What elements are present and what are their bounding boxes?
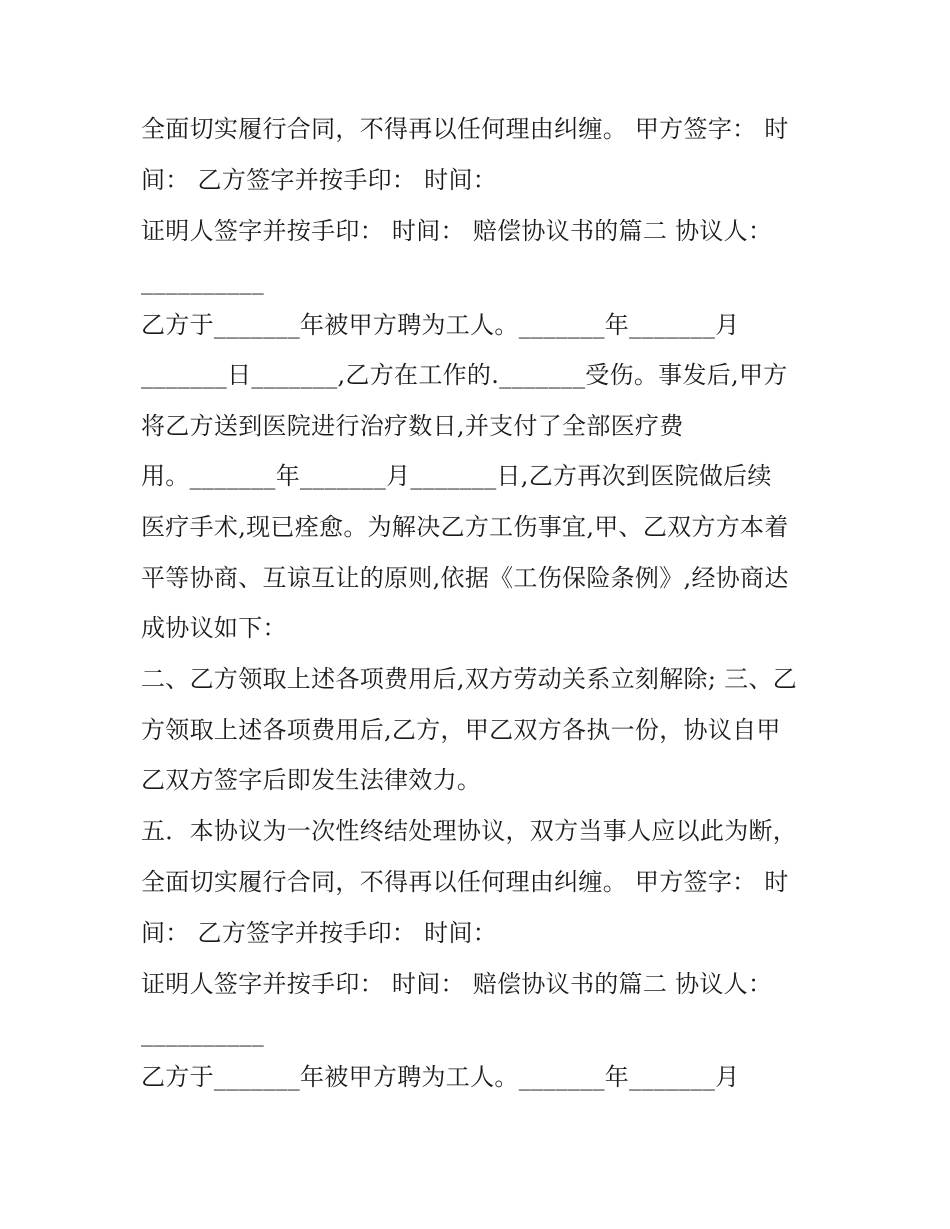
text-line: 乙方于_______年被甲方聘为工人。_______年_______月 (141, 311, 740, 339)
text-line: 成协议如下： (141, 614, 287, 642)
text-line: 乙双方签字后即发生法律效力。 (141, 766, 482, 794)
text-line: 乙方于_______年被甲方聘为工人。_______年_______月 (141, 1063, 740, 1091)
text-line: 用。_______年_______月_______日,乙方再次到医院做后续 (141, 462, 772, 490)
text-line: 间： 乙方签字并按手印： 时间： (141, 919, 498, 947)
text-line: 医疗手术,现已痊愈。为解决乙方工伤事宜,甲、乙双方方本着 (141, 513, 789, 541)
text-line: 平等协商、互谅互让的原则,依据《工伤保险条例》,经协商达 (141, 564, 789, 592)
signature-blank-line: __________ (141, 267, 264, 295)
text-line: 全面切实履行合同，不得再以任何理由纠缠。 甲方签字： 时 (141, 115, 789, 143)
text-line: _______日_______,乙方在工作的._______受伤。事发后,甲方 (141, 361, 788, 389)
text-line: 间： 乙方签字并按手印： 时间： (141, 166, 498, 194)
text-line: 二、乙方领取上述各项费用后,双方劳动关系立刻解除; 三、乙 (141, 665, 798, 693)
text-line: 五．本协议为一次性终结处理协议，双方当事人应以此为断， (141, 817, 798, 845)
text-line: 证明人签字并按手印： 时间： 赔偿协议书的篇二 协议人： (141, 970, 773, 998)
signature-blank-line: __________ (141, 1019, 264, 1047)
text-line: 将乙方送到医院进行治疗数日,并支付了全部医疗费 (141, 412, 684, 440)
text-line: 证明人签字并按手印： 时间： 赔偿协议书的篇二 协议人： (141, 217, 773, 245)
text-line: 全面切实履行合同，不得再以任何理由纠缠。 甲方签字： 时 (141, 868, 789, 896)
text-line: 方领取上述各项费用后,乙方，甲乙双方各执一份，协议自甲 (141, 716, 781, 744)
